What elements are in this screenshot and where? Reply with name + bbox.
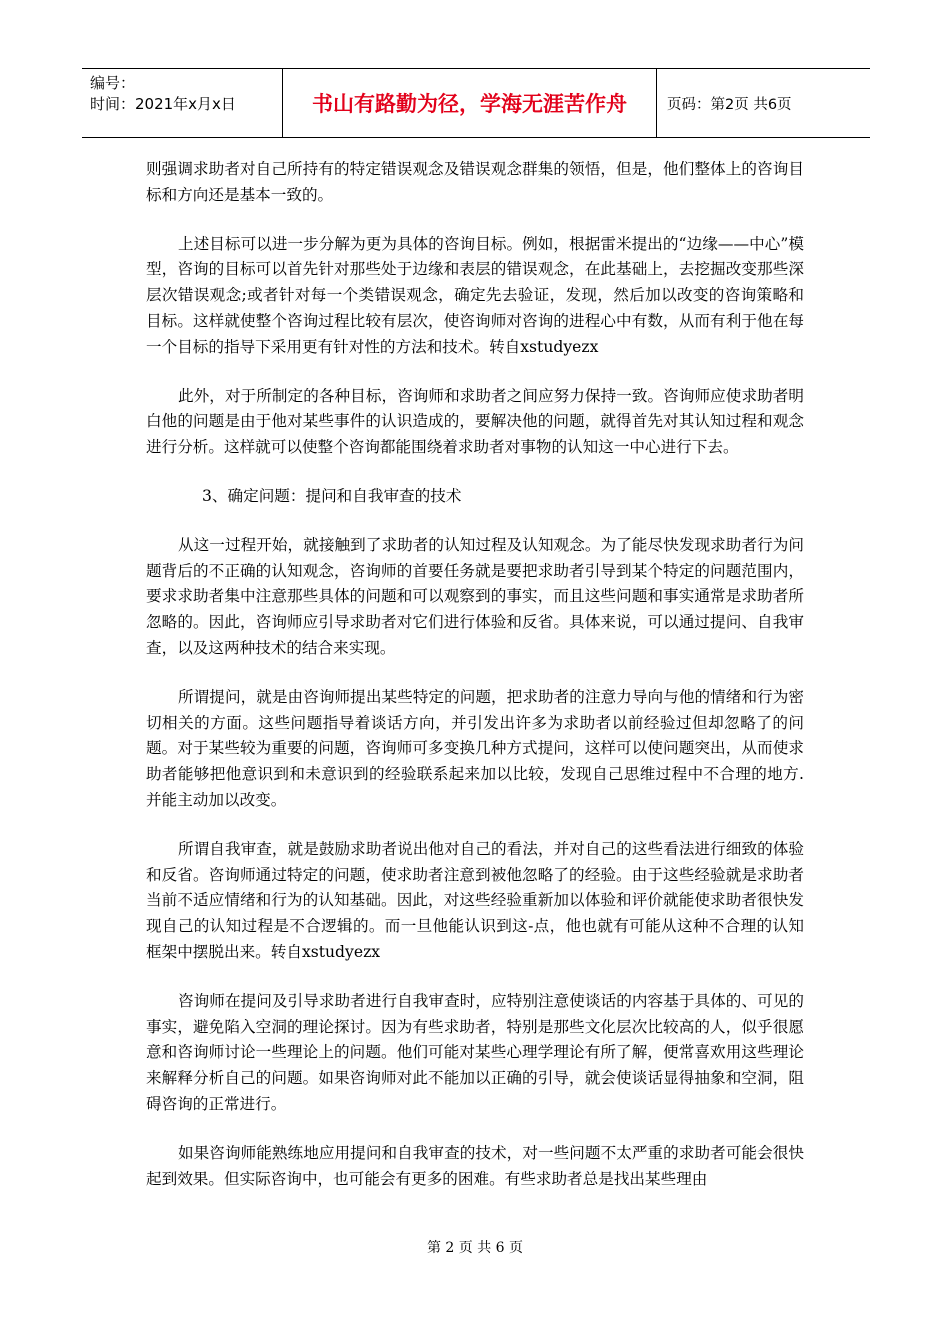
paragraph: 所谓自我审查，就是鼓励求助者说出他对自己的看法，并对自己的这些看法进行细致的体验和反省。咨询师通过特定的问题，使求助者注意到被他忽略了的经验。由于这些经验就是求助者当前不适应情绪和行为的认知基础。因此，对这些经验重新加以体验和评价就能使求助者很快发现自己的认知过程是不合逻辑的。而一旦他能认识到这-点，他也就有可能从这种不合理的认知框架中摆脱出来。转自xstudyezx xyxy=(146,839,804,961)
header-page-number: 页码：第2页 共6页 xyxy=(667,96,792,113)
header-meta xyxy=(82,69,283,137)
paragraph: 则强调求助者对自己所持有的特定错误观念及错误观念群集的领悟，但是，他们整体上的咨询目标和方向还是基本一致的。 xyxy=(146,160,804,204)
page-header xyxy=(82,68,870,138)
paragraph: 上述目标可以进一步分解为更为具体的咨询目标。例如，根据雷米提出的“边缘——中心”模型，咨询的目标可以首先针对那些处于边缘和表层的错误观念，在此基础上，去挖掘改变那些深层次错误观念;或者针对每一个类错误观念，确定先去验证，发现，然后加以改变的咨询策略和目标。这样就使整个咨询过程比较有层次，使咨询师对咨询的进程心中有数，从而有利于他在每一个目标的指导下采用更有针对性的方法和技术。转自xstudyezx xyxy=(146,234,804,356)
header-motto: 书山有路勤为径，学海无涯苦作舟 xyxy=(283,69,657,137)
paragraph: 所谓提问，就是由咨询师提出某些特定的问题，把求助者的注意力导向与他的情绪和行为密切相关的方面。这些问题指导着谈话方向，并引发出许多为求助者以前经验过但却忽略了的问题。对于某些较为重要的问题，咨询师可多变换几种方式提问，这样可以使问题突出，从而使求助者能够把他意识到和未意识到的经验联系起来加以比较，发现自己思维过程中不合理的地方.并能主动加以改变。 xyxy=(146,687,804,809)
paragraph: 如果咨询师能熟练地应用提问和自我审查的技术，对一些问题不太严重的求助者可能会很快起到效果。但实际咨询中，也可能会有更多的困难。有些求助者总是找出某些理由 xyxy=(146,1143,804,1188)
paragraph: 此外，对于所制定的各种目标，咨询师和求助者之间应努力保持一致。咨询师应使求助者明白他的问题是由于他对某些事件的认识造成的，要解决他的问题，就得首先对其认知过程和观念进行分析。这样就可以使整个咨询都能围绕着求助者对事物的认知这一中心进行下去。 xyxy=(146,386,804,457)
document-body xyxy=(146,157,804,1215)
date-label: 时间：2021年x月x日 xyxy=(90,95,236,113)
number-label: 编号： xyxy=(90,74,136,92)
section-heading: 3、确定问题：提问和自我审查的技术 xyxy=(202,486,462,505)
page-footer xyxy=(0,1237,950,1257)
paragraph: 从这一过程开始，就接触到了求助者的认知过程及认知观念。为了能尽快发现求助者行为问题背后的不正确的认知观念，咨询师的首要任务就是要把求助者引导到某个特定的问题范围内，要求求助者集中注意那些具体的问题和可以观察到的事实，而且这些问题和事实通常是求助者所忽略的。因此，咨询师应引导求助者对它们进行体验和反省。具体来说，可以通过提问、自我审查，以及这两种技术的结合来实现。 xyxy=(146,535,804,657)
footer-page-number: 第 2 页 共 6 页 xyxy=(426,1240,524,1256)
paragraph: 咨询师在提问及引导求助者进行自我审查时，应特别注意使谈话的内容基于具体的、可见的事实，避免陷入空洞的理论探讨。因为有些求助者，特别是那些文化层次比较高的人，似乎很愿意和咨询师讨论一些理论上的问题。他们可能对某些心理学理论有所了解，便常喜欢用这些理论来解释分析自己的问题。如果咨询师对此不能加以正确的引导，就会使谈话显得抽象和空洞，阻碍咨询的正常进行。 xyxy=(146,991,804,1113)
